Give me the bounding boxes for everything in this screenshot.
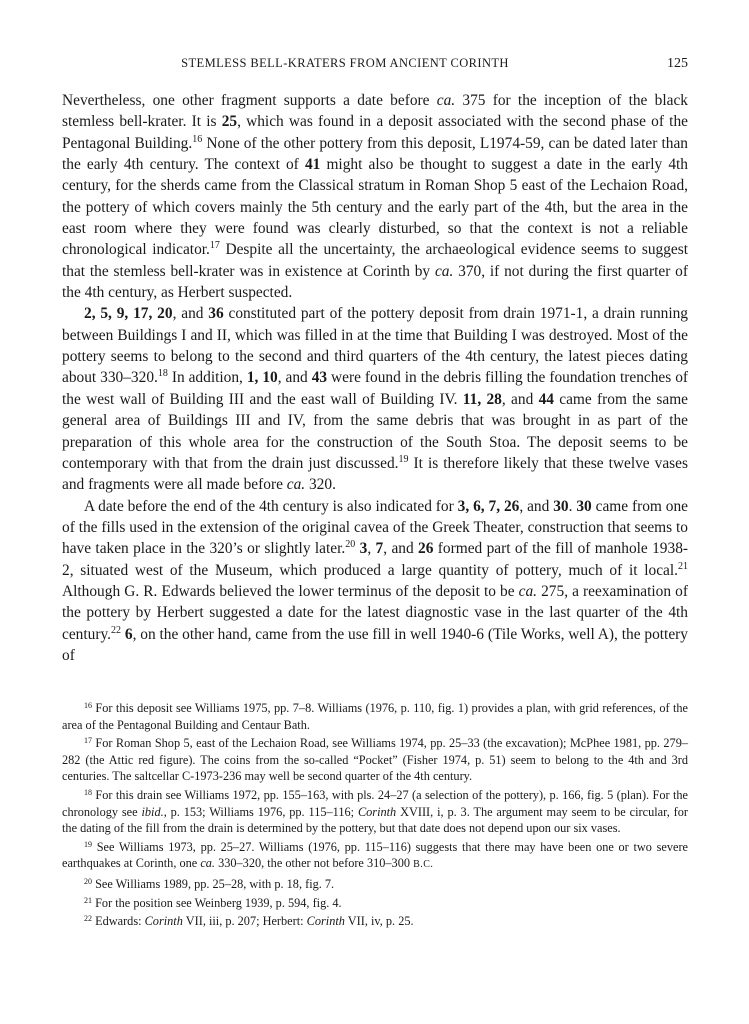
footnote: $^{20}$ See Williams 1989, pp. 25–28, with p. 18, fig. 7. — [84, 876, 335, 891]
paragraph: Nevertheless, one other fragment supports a date before ca. 375 for the inception of the black stemless bell-krater. It is 25, which was found in a deposit associated with the second phase of the Pentagonal Building.$^{16}$ None of the other pottery from this deposit, L1974-59, can be dated later than the early 4th century. The context of 41 might also be thought to suggest a date in the early 4th century, for the sherds came from the Classical stratum in Roman Shop 5 east of the Lechaion Road, the pottery of which covers mainly the 5th century and the early part of the 4th, but the area in the east room where they were found was clearly disturbed, so that the context is not a reliable chronological indicator.$^{17}$ Despite all the uncertainty, the archaeological evidence seems to suggest that the stemless bell-krater was in existence at Corinth by ca. 370, if not during the first quarter of the 4th century, as Herbert suspected. — [62, 92, 688, 302]
footnote-ref[interactable]: 21 — [678, 560, 688, 572]
footnote: $^{22}$ Edwards: Corinth VII, iii, p. 207; Herbert: Corinth VII, iv, p. 25. — [84, 914, 414, 929]
footnotes — [62, 700, 688, 932]
footnote: $^{18}$ For this drain see Williams 1972, pp. 155–163, with pls. 24–27 (a selection of the pottery), p. 166, fig. 5 (plan). For the chronology see ibid., p. 153; Williams 1976, pp. 115–116; Corinth XVIII, i, p. 3. The argument may seem to be circular, for the dating of the fill from the drain is determined by the pottery, but that date does not depend upon our six vases. — [62, 787, 688, 836]
footnote: $^{17}$ For Roman Shop 5, east of the Lechaion Road, see Williams 1974, pp. 25–33 (the excavation); McPhee 1981, pp. 279–282 (the Attic red figure). The coins from the so-called “Pocket” (Fisher 1974, p. 51) seem to belong to the 4th and 3rd centuries. The saltcellar C-1973-236 may well be second quarter of the 4th century. — [62, 736, 688, 784]
page-header — [62, 56, 688, 76]
footnote: $^{21}$ For the position see Weinberg 1939, p. 594, fig. 4. — [84, 895, 342, 910]
footnote-ref[interactable]: 17 — [209, 240, 220, 252]
main-text — [62, 90, 688, 666]
footnote-ref[interactable]: 19 — [398, 453, 409, 465]
footnote-ref[interactable]: 16 — [192, 133, 203, 145]
footnote-ref[interactable]: 22 — [111, 624, 121, 636]
running-title: STEMLESS BELL-KRATERS FROM ANCIENT CORINTH — [181, 56, 509, 70]
page-number: 125 — [667, 56, 688, 71]
footnote: $^{19}$ See Williams 1973, pp. 25–27. Williams (1976, pp. 115–116) suggests that there may have been one or two severe earthquakes at Corinth, one ca. 330–320, the other not before 310–300 B.C. — [62, 839, 689, 871]
footnote-ref[interactable]: 20 — [345, 539, 356, 551]
paragraph: 2, 5, 9, 17, 20, and 36 constituted part of the pottery deposit from drain 1971-1, a drain running between Buildings I and II, which was filled in at the time that Building I was destroyed. Most of the pottery seems to belong to the second and third quarters of the 4th century, the latest pieces dating about 330–320.18 In addition, 1, 10, and 43 were found in the debris filling the foundation trenches of the west wall of Building III and the east wall of Building IV. 11, 28, and 44 came from the same general area of Buildings III and IV, from the same debris that was brought in as part of the preparation of this whole area for the construction of the South Stoa. The deposit seems to be contemporary with that from the drain just discussed.$^{19}$ It is therefore likely that these twelve vases and fragments were all made before ca. 320. — [62, 305, 689, 494]
footnote-ref[interactable]: 18 — [157, 368, 168, 380]
paragraph: A date before the end of the 4th century is also indicated for 3, 6, 7, 26, and 30. 30 came from one of the fills used in the extension of the original cavea of the Greek Theater, construction that seems to have taken place in the 320’s or slightly later.$^{20}$ 3, 7, and 26 formed part of the fill of manhole 1938-2, situated west of the Museum, which produced a large quantity of pottery, much of it local.$^{21}$ Although G. R. Edwards believed the lower terminus of the deposit to be ca. 275, a reexamination of the pottery by Herbert suggested a date for the latest diagnostic vase in the last quarter of the 4th century.$^{22}$ 6, on the other hand, came from the use fill in well 1940-6 (Tile Works, well A), the pottery of — [62, 497, 689, 664]
footnote: $^{16}$ For this deposit see Williams 1975, pp. 7–8. Williams (1976, p. 110, fig. 1) provides a plan, with grid references, of the area of the Pentagonal Building and Centaur Bath. — [62, 701, 688, 732]
